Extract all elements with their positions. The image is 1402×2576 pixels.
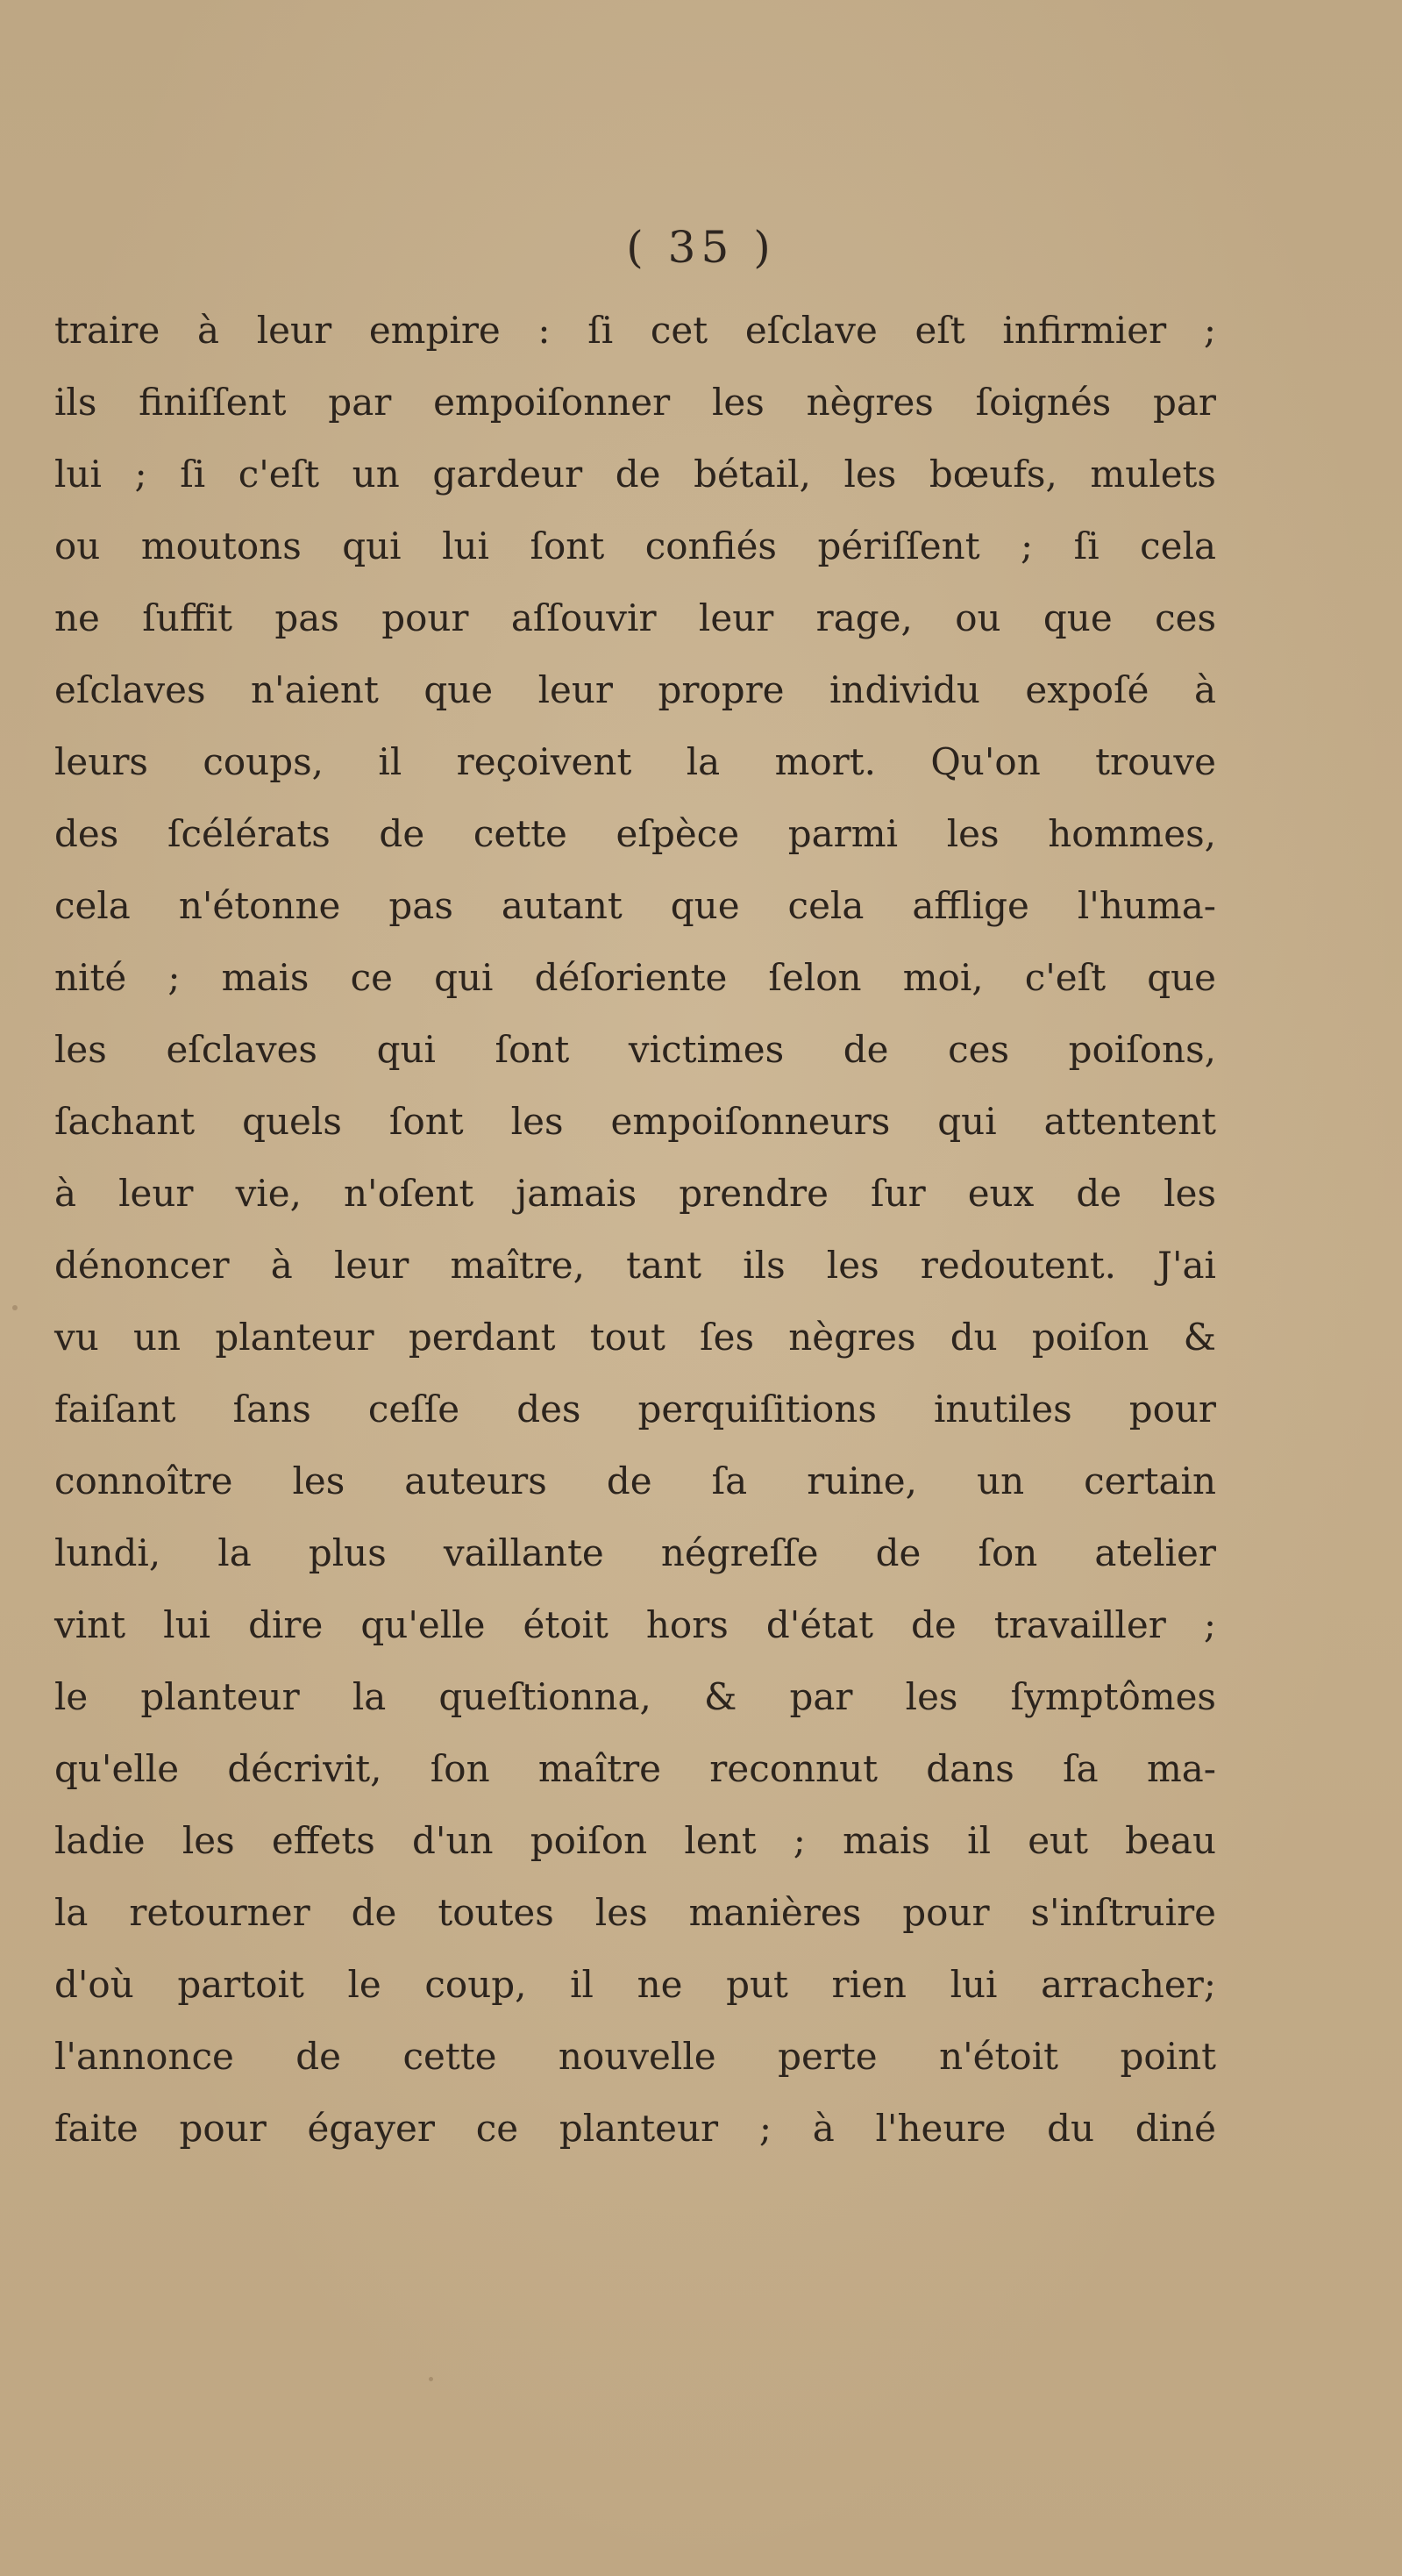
text-line: ladie les effets d'un poiſon lent ; mais il eut beau [54, 1819, 1216, 1862]
text-line: vint lui dire qu'elle étoit hors d'état de travailler ; [54, 1603, 1216, 1646]
text-line: l'annonce de cette nouvelle perte n'étoit point [54, 2035, 1216, 2078]
text-line: connoître les auteurs de ſa ruine, un certain [54, 1459, 1216, 1502]
text-line: des ſcélérats de cette eſpèce parmi les hommes, [54, 812, 1216, 855]
text-line: dénoncer à leur maître, tant ils les redoutent. J'ai [54, 1244, 1216, 1287]
text-line: la retourner de toutes les manières pour s'inſtruire [54, 1891, 1216, 1934]
body-text [54, 295, 1216, 2165]
text-line: le planteur la queſtionna, & par les ſymptômes [54, 1675, 1216, 1718]
text-line: ou moutons qui lui ſont confiés périſſent ; ſi cela [54, 524, 1216, 567]
paper-speck [12, 1305, 18, 1310]
text-line: lui ; ſi c'eſt un gardeur de bétail, les bœufs, mulets [54, 453, 1216, 496]
text-line: faiſant ſans ceſſe des perquiſitions inutiles pour [54, 1388, 1216, 1431]
page-number: ( 35 ) [626, 222, 776, 273]
text-line: ſachant quels ſont les empoiſonneurs qui attentent [54, 1100, 1216, 1143]
text-line: leurs coups, il reçoivent la mort. Qu'on trouve [54, 740, 1216, 783]
text-line: nité ; mais ce qui déſoriente ſelon moi, c'eſt que [54, 956, 1216, 999]
text-line: lundi, la plus vaillante négreſſe de ſon atelier [54, 1531, 1216, 1574]
text-line: ne ſuffit pas pour aſſouvir leur rage, ou que ces [54, 596, 1216, 639]
text-line: d'où partoit le coup, il ne put rien lui arracher; [54, 1963, 1216, 2006]
text-line: traire à leur empire : ſi cet eſclave eſt infirmier ; [54, 309, 1216, 352]
text-line: qu'elle décrivit, ſon maître reconnut dans ſa ma- [54, 1747, 1216, 1790]
text-line: ils finiſſent par empoiſonner les nègres ſoignés par [54, 381, 1216, 424]
text-line: vu un planteur perdant tout ſes nègres du poiſon & [54, 1316, 1216, 1359]
text-line: faite pour égayer ce planteur ; à l'heure du diné [54, 2107, 1216, 2150]
text-line: à leur vie, n'oſent jamais prendre ſur eux de les [54, 1172, 1216, 1215]
text-line: eſclaves n'aient que leur propre individu expoſé à [54, 668, 1216, 711]
text-line: cela n'étonne pas autant que cela afflige l'huma- [54, 884, 1216, 927]
text-line: les eſclaves qui ſont victimes de ces poiſons, [54, 1028, 1216, 1071]
paper-speck [429, 2377, 433, 2381]
